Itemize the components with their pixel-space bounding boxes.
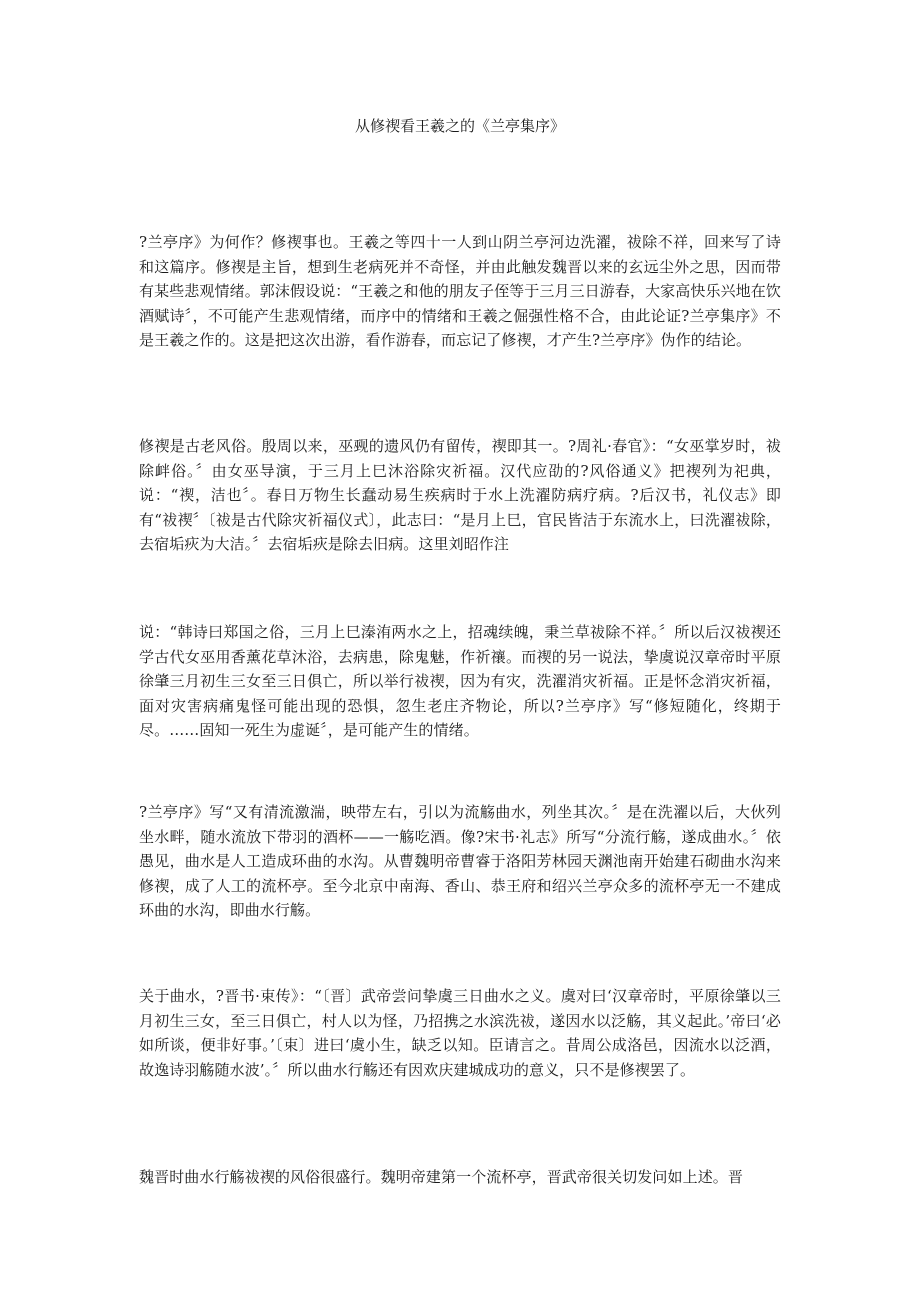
paragraph-3: 说：“韩诗曰郑国之俗，三月上巳溱洧两水之上，招魂续魄，秉兰草祓除不祥。〞所以后汉祓禊还学古代女巫用香薰花草沐浴，去病患，除鬼魅，作祈禳。而禊的另一说法，挚虞说汉章帝时平原徐肇三月初生三女至三日俱亡，所以举行祓禊，因为有灾，洗濯消灾祈福。正是怀念消灾祈福，面对灾害病痛鬼怪可能出现的恐惧，忽生老庄齐物论，所以?兰亭序》写“修短随化，终期于尽。……固知一死生为虚诞〞，是可能产生的情绪。 <box>139 623 781 739</box>
paragraph-4: ?兰亭序》写“又有清流激湍，映带左右，引以为流觞曲水，列坐其次。〞是在洗濯以后，大伙列坐水畔，随水流放下带羽的酒杯——一觞吃酒。像?宋书·礼志》所写“分流行觞，遂成曲水。〞依愚见，曲水是人工造成环曲的水沟。从曹魏明帝曹睿于洛阳芳林园天渊池南开始建石砌曲水沟来修禊，成了人工的流杯亭。至今北京中南海、香山、恭王府和绍兴兰亭众多的流杯亭无一不建成环曲的水沟，即曲水行觞。 <box>139 803 781 919</box>
document-title: 从修禊看王羲之的《兰亭集序》 <box>354 117 565 135</box>
paragraph-6: 魏晋时曲水行觞祓禊的风俗很盛行。魏明帝建第一个流杯亭，晋武帝很关切发问如上述。晋 <box>139 1168 744 1186</box>
paragraph-2: 修禊是古老风俗。殷周以来，巫觋的遗风仍有留传，禊即其一。?周礼·春官》：“女巫掌岁时，祓除衅俗。〞由女巫导演，于三月上巳沐浴除灾祈福。汉代应劭的?风俗通义》把禊列为祀典，说：“禊，洁也〞。春日万物生长蠢动易生疾病时于水上洗濯防病疗病。?后汉书，礼仪志》即有“祓禊〞〔祓是古代除灾祈福仪式〕，此志曰：“是月上巳，官民皆洁于东流水上，曰洗濯祓除，去宿垢疢为大洁。〞去宿垢疢是除去旧病。这里刘昭作注 <box>139 437 781 553</box>
paragraph-5: 关于曲水，?晋书·束传》：“〔晋〕武帝尝问挚虞三日曲水之义。虞对曰‘汉章帝时，平原徐肇以三月初生三女，至三日俱亡，村人以为怪，乃招携之水滨洗祓，遂因水以泛觞，其义起此。’帝曰‘必如所谈，便非好事。’〔束〕进曰‘虞小生，缺乏以知。臣请言之。昔周公成洛邑，因流水以泛酒，故逸诗羽觞随水波’。〞所以曲水行觞还有因欢庆建城成功的意义，只不是修禊罢了。 <box>139 987 781 1079</box>
paragraph-1: ?兰亭序》为何作？修禊事也。王羲之等四十一人到山阴兰亭河边洗濯，祓除不祥，回来写了诗和这篇序。修禊是主旨，想到生老病死并不奇怪，并由此触发魏晋以来的玄远尘外之思，因而带有某些悲观情绪。郭沫假设说：“王羲之和他的朋友子侄等于三月三日游春，大家高快乐兴地在饮酒赋诗〞，不可能产生悲观情绪，而序中的情绪和王羲之倔强性格不合，由此论证?兰亭集序》不是王羲之作的。这是把这次出游，看作游春，而忘记了修禊，才产生?兰亭序》伪作的结论。 <box>139 233 781 349</box>
